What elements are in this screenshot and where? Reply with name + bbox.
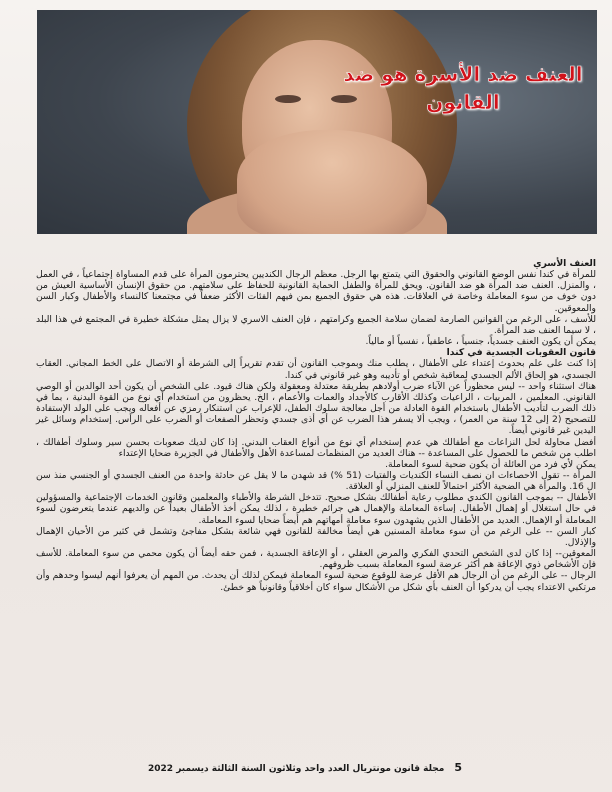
section-heading: قانون العقوبات الجسدية في كندا: [446, 347, 596, 359]
article-paragraph: أفضل محاولة لحل النزاعات مع أطفالك هي عدم إستخدام أي نوع من أنواع العقاب البدني. إذا كان لديك صعوبات بحسن سير وسلوك أطفالك ، اطلب من شخص ما للحصول على المساعدة -- هناك العديد من المنظمات لمساعدة الأهل والأطفال في الجزيرة ضحايا الإعتداء: [36, 436, 596, 459]
header-photo: [37, 10, 597, 234]
page-footer: [148, 761, 462, 774]
article-paragraph: المرأة -- تقول الاحصاءات ان نصف النساء الكنديات والفتيات (51 %) قد شهدن ما لا يقل عن حادثة واحدة من العنف الجسدي أو الجنسي منذ سن ال 16. والمرأة هي الضحية الأكثر احتمالاً للعنف المنزلي أو العلاقة.: [36, 469, 597, 493]
article-body: [36, 258, 596, 593]
photo-hands: [237, 130, 427, 234]
photo-eye-left: [275, 95, 301, 103]
footer-publication: مجلة قانون مونتريال العدد واحد وثلاثون السنة الثالثة ديسمبر 2022: [147, 764, 445, 774]
section-heading: العنف الأسري: [533, 258, 596, 269]
article-paragraph: يمكن أن يكون العنف جسدياً، جنسياً ، عاطفياً ، نفسياً أو مالياً.: [365, 336, 596, 348]
article-paragraph: إذا كنت على علم بحدوث إعتداء على الأطفال ، يطلب منك وبموجب القانون أن تقدم تقريراً إلى الشرطة أو الاتصال على الخط المجاني. العقاب الجسدي، هو إلحاق الألم الجسدي لمعاقبة شخص أو تأديبه وهو غير قانوني في كندا.: [36, 358, 596, 381]
page-number: 5: [454, 761, 463, 774]
article-paragraph: للأسف ، على الرغم من القوانين الصارمة لضمان سلامة الجميع وكرامتهم ، فإن العنف الاسري لا يزال يمثل مشكلة خطيرة في المجتمع في هذا البلد ، لا سيما العنف ضد المرأة.: [36, 313, 596, 336]
article-headline: العنف ضد الأسرة هو ضد القانون: [343, 62, 583, 114]
article-paragraph: الرجال -- على الرغم من أن الرجال هم الأقل عرضة للوقوع ضحية لسوء المعاملة فيمكن لذلك أن يحدث. من المهم أن يعرفوا أنهم ليسوا وحدهم وأن مرتكبي الاعتداء يجب أن يدركوا أن العنف بأي شكل من الأشكال سواء كان أخلاقياً وقانونياً هو خطئ.: [36, 570, 596, 593]
article-paragraph: كبار السن -- على الرغم من أن سوء معاملة المسنين هي أيضاً مخالفة للقانون فهي شائعة بشكل مفاجئ وتشمل في كثير من الأحيان الإهمال والإذلال.: [36, 525, 596, 548]
article-paragraph: هناك استثناء واحد -- ليس محظوراً عن الآباء ضرب أولادهم بطريقة معتدلة ومعقولة ولكن هناك قيود. على الشخص أن يكون أحد الوالدين أو الوصي القانوني. المعلمين ، المربيات ، الراعيات وكذلك الأقارب كالأجداد والعمات والأعمام ، الخ. يحظرون من استخدام أي نوع من القوة البدنية ، بما في ذلك الضرب لتأديب الأطفال باستخدام القوة العادلة من أجل معالجة سلوك الطفل، للإعراب عن استنكار رمزي عن أفعاله ويجب على الولد الإستفادة للتصحيح (2 إلى 12 سنة من العمر) ، ويجب ألا يسفر هذا الضرب عن أي أذى جسدي وتحظر الصفعات أو الضرب على الرأس. إستخدام وسائل غير اليدين غير قانوني أيضاً.: [36, 380, 596, 437]
article-paragraph: المعوقين-- إذا كان لدى الشخص التحدي الفكري والمرض العقلي ، أو الإعاقة الجسدية ، فمن حقه أيضاً أن يكون محمي من سوء المعاملة. للأسف فإن الأشخاص ذوي الإعاقة هم أكثر عرضة لسوء المعاملة بسبب ظروفهم.: [36, 548, 596, 571]
article-paragraph: الأطفال -- بموجب القانون الكندي مطلوب رعاية أطفالك بشكل صحيح. تتدخل الشرطة والأطباء والمعلمين وقانون الخدمات الإجتماعية والمسؤولين في حال استغلال أو إهمال الأطفال. إساءة المعاملة والإهمال هي جرائم خطيرة ، لذلك يمكن أخذ الأطفال بعيداً عن والديهم عندما يتعرضون لسوء المعاملة أو الإهمال. العديد من الأطفال الذين يشهدون سوء معاملة أمهاتهم هم أيضاً ضحايا لسوء المعاملة.: [36, 492, 596, 526]
article-paragraph: يمكن لأي فرد من العائلة أن يكون ضحية لسوء المعاملة.: [385, 458, 596, 470]
article-paragraph: للمرأة في كندا نفس الوضع القانوني والحقوق التي يتمتع بها الرجل. معظم الرجال الكنديين يحترمون المرأة على قدم المساواة إجتماعياً ، في العمل ، والمنزل. العنف ضد المرأة هو ضد القانون. ويحق للمرأة والطفل الحماية القانونية للحفاظ على سلامتهم. من حقوق الإنسان الأساسية العيش من دون خوف من سوء المعاملة وخاصة في العلاقات. هذه هي حقوق الجميع بمن فيهم الفئات الأكثر ضعفاً في مجتمعنا كالنساء والأطفال وكبار السن والمعوقين.: [36, 269, 596, 314]
